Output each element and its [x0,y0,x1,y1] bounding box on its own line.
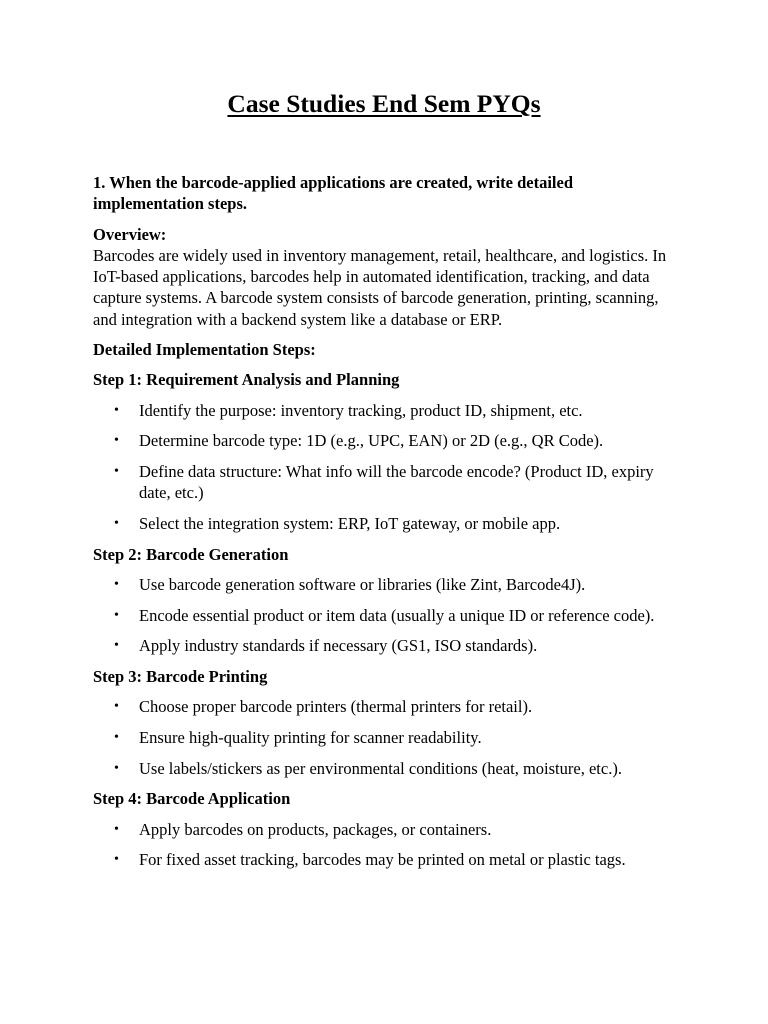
list-item-text: Encode essential product or item data (usually a unique ID or reference code). [139,605,655,625]
step-section [93,544,683,657]
list-item [93,727,683,748]
overview-paragraph: Barcodes are widely used in inventory management, retail, healthcare, and logistics. In IoT-based applications, barcodes help in automated identification, tracking, and data capture systems. A barcode system consists of barcode generation, printing, scanning, and integration with a backend system like a database or ERP. [93,245,667,329]
list-item-text: Determine barcode type: 1D (e.g., UPC, EAN) or 2D (e.g., QR Code). [139,431,604,451]
list-item [93,574,683,595]
overview-section [93,224,683,330]
list-item-text: Apply barcodes on products, packages, or containers. [139,819,492,839]
list-item [93,430,683,451]
bullet-icon: • [114,402,119,418]
bullet-icon: • [114,821,119,837]
bullet-list [93,696,683,779]
list-item-text: Use labels/stickers as per environmental conditions (heat, moisture, etc.). [139,758,622,778]
list-item [93,513,683,534]
bullet-list [93,400,683,535]
list-item [93,461,683,504]
list-item [93,819,683,840]
page-title: Case Studies End Sem PYQs [227,89,541,118]
bullet-icon: • [114,638,119,654]
list-item-text: Ensure high-quality printing for scanner readability. [139,728,482,748]
step-section [93,666,683,779]
bullet-icon: • [114,699,119,715]
list-item [93,758,683,779]
document-body [93,172,683,880]
bullet-icon: • [114,852,119,868]
bullet-icon: • [114,730,119,746]
list-item-text: Choose proper barcode printers (thermal printers for retail). [139,697,533,717]
list-item-text: Apply industry standards if necessary (GS1, ISO standards). [139,636,538,656]
list-item-text: Identify the purpose: inventory tracking, product ID, shipment, etc. [139,400,583,420]
bullet-icon: • [114,577,119,593]
step-heading: Step 3: Barcode Printing [93,667,268,687]
step-section [93,788,683,870]
list-item-text: For fixed asset tracking, barcodes may be printed on metal or plastic tags. [139,850,626,870]
overview-heading: Overview: [93,224,167,244]
steps-heading: Detailed Implementation Steps: [93,340,316,360]
list-item [93,605,683,626]
bullet-list [93,819,683,871]
list-item [93,696,683,717]
list-item [93,635,683,656]
list-item [93,849,683,870]
bullet-list [93,574,683,657]
list-item-text: Use barcode generation software or libraries (like Zint, Barcode4J). [139,575,586,595]
bullet-icon: • [114,760,119,776]
list-item-text: Define data structure: What info will the barcode encode? (Product ID, expiry date, etc.) [139,462,654,503]
bullet-icon: • [114,516,119,532]
bullet-icon: • [114,464,119,480]
list-item [93,400,683,421]
bullet-icon: • [114,607,119,623]
step-heading: Step 1: Requirement Analysis and Planning [93,370,400,390]
step-section [93,369,683,534]
step-heading: Step 4: Barcode Application [93,789,291,809]
steps-list [93,369,683,870]
step-heading: Step 2: Barcode Generation [93,544,289,564]
bullet-icon: • [114,433,119,449]
question-text: 1. When the barcode-applied applications are created, write detailed implementation steps. [93,173,574,214]
list-item-text: Select the integration system: ERP, IoT gateway, or mobile app. [139,514,561,534]
